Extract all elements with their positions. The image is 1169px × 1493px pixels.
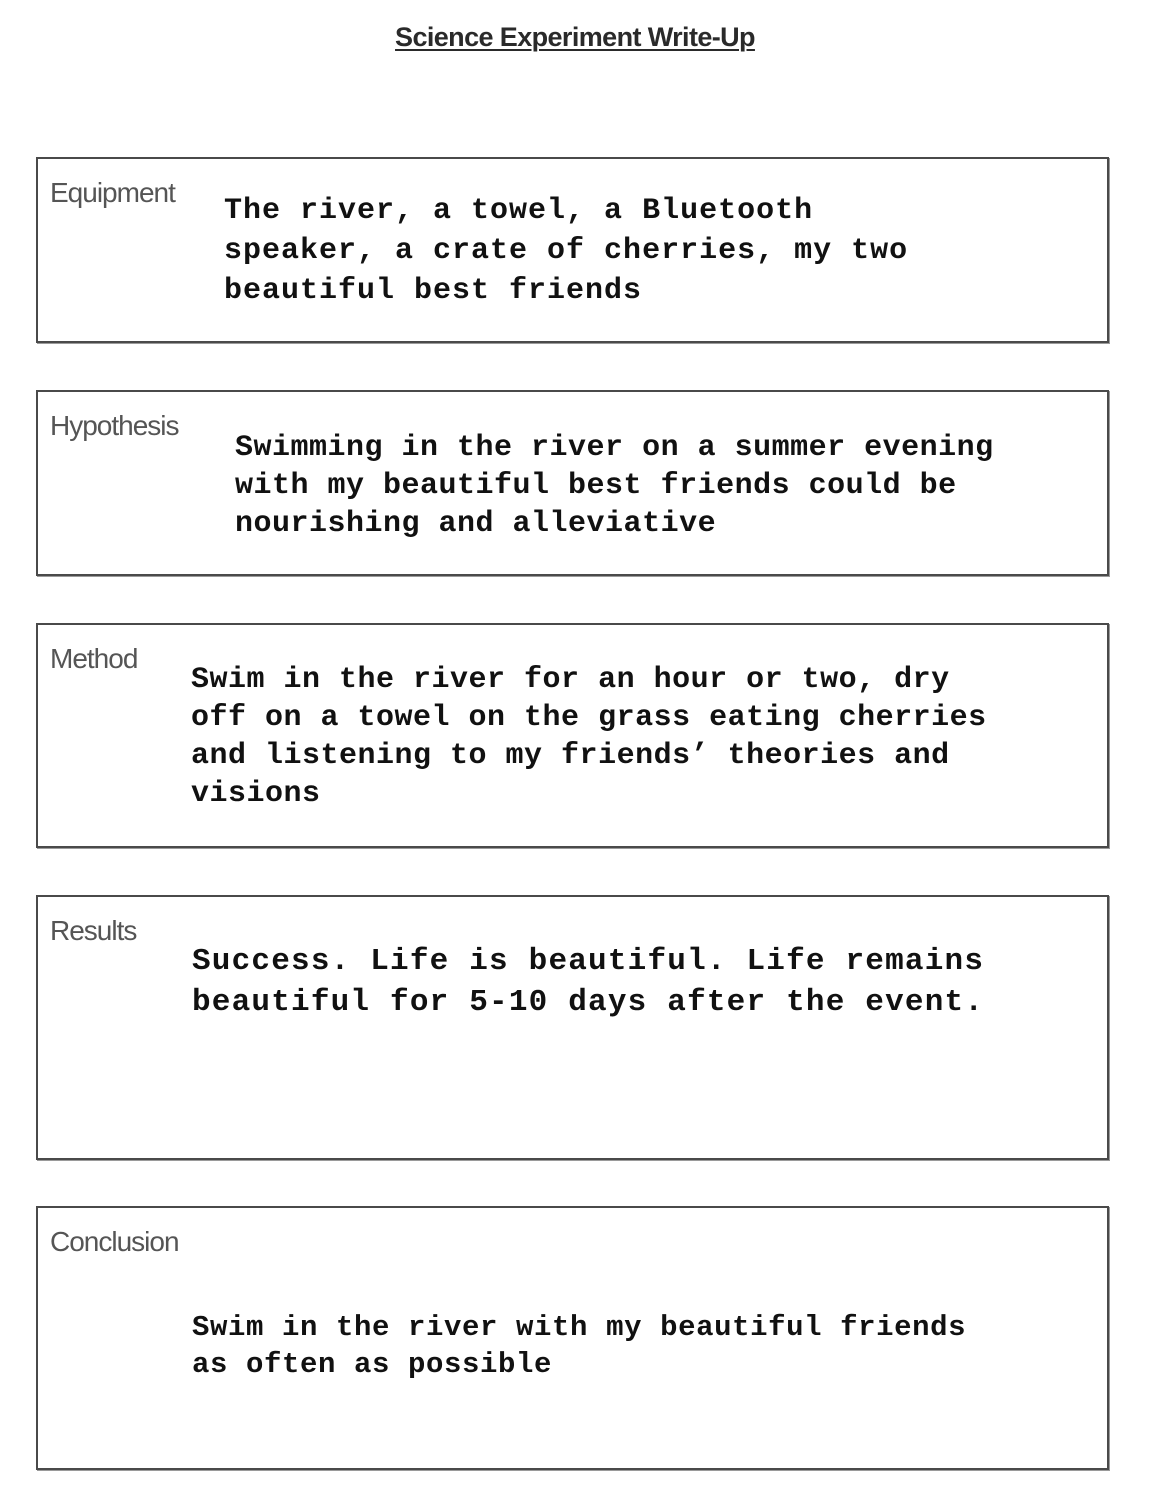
section-label-results: Results <box>50 915 137 946</box>
section-label-method: Method <box>50 643 138 674</box>
section-label-conclusion: Conclusion <box>50 1226 179 1257</box>
section-label-hypothesis: Hypothesis <box>50 410 179 441</box>
section-label-equipment: Equipment <box>50 177 175 208</box>
section-text-conclusion: Swim in the river with my beautiful friends as often as possible <box>192 1311 967 1381</box>
section-text-equipment: The river, a towel, a Bluetooth speaker, a crate of cherries, my two beautiful best friends <box>224 194 909 308</box>
page-title: Science Experiment Write-Up <box>395 22 755 52</box>
section-results <box>36 895 1109 1160</box>
section-text-results: Success. Life is beautiful. Life remains beautiful for 5-10 days after the event. <box>192 944 985 1020</box>
section-equipment <box>36 157 1109 343</box>
section-text-method: Swim in the river for an hour or two, dry off on a towel on the grass eating cherries and listening to my friends’ theories and visions <box>191 663 987 811</box>
section-text-hypothesis: Swimming in the river on a summer evening with my beautiful best friends could be nourishing and alleviative <box>235 431 994 541</box>
section-hypothesis <box>36 390 1109 576</box>
section-conclusion <box>36 1206 1109 1470</box>
section-method <box>36 623 1109 848</box>
